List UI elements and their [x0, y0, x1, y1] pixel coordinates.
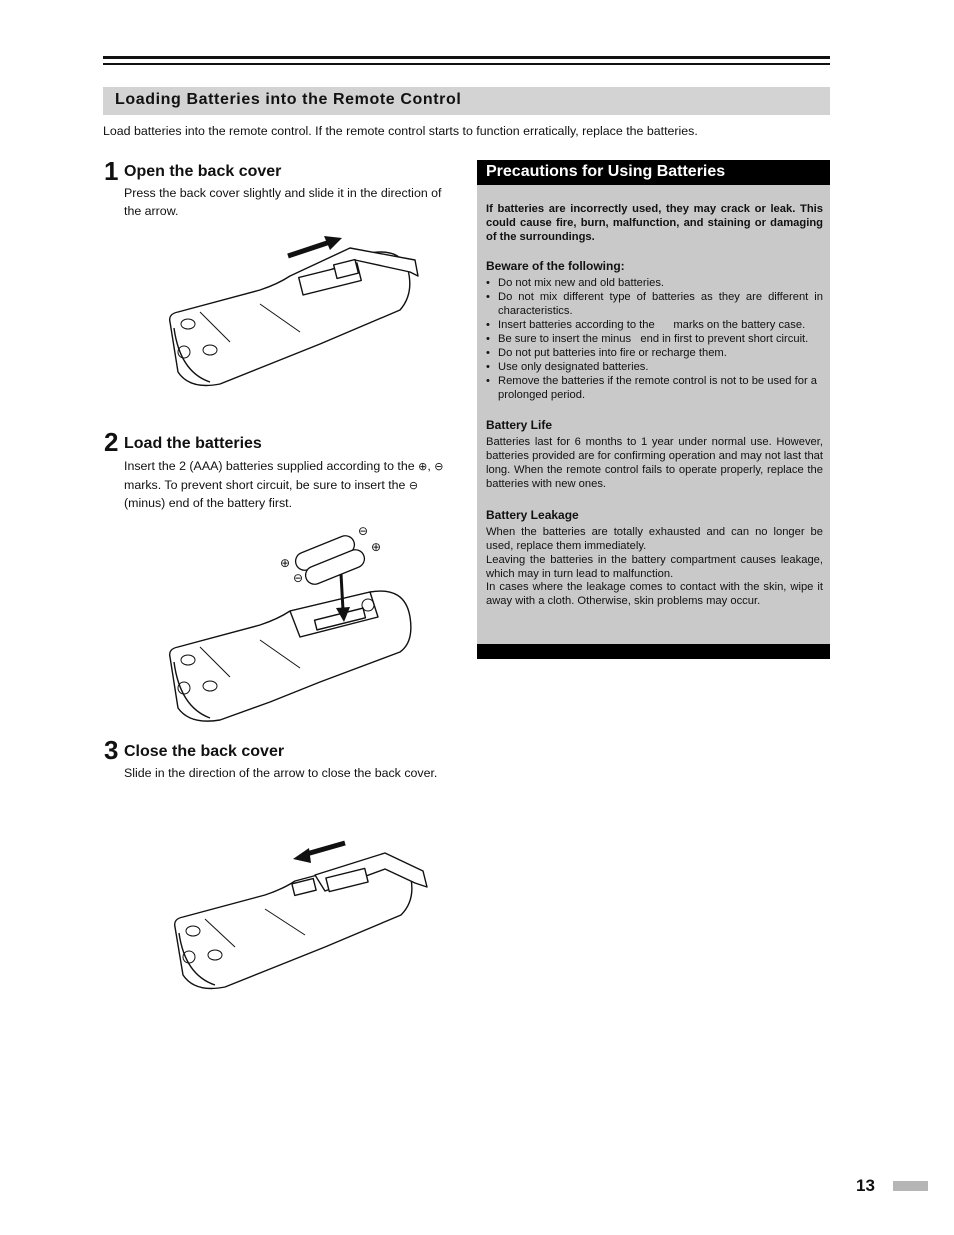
polarity-minus-icon: ⊖: [434, 461, 444, 473]
battery-life-heading: Battery Life: [486, 418, 553, 432]
step-3-title: Close the back cover: [124, 743, 285, 760]
step-2-title: Load the batteries: [124, 435, 262, 452]
list-item: • Use only designated batteries.: [486, 360, 823, 374]
battery-leakage-text-2: Leaving the batteries in the battery compartment causes leakage, which may in turn lead to malfunction.: [486, 554, 823, 580]
precautions-footer: [477, 644, 830, 659]
step-2-number: 2: [104, 427, 119, 457]
arrow-icon: [288, 236, 342, 256]
step-2-body: Insert the 2 (AAA) batteries supplied according to the ⊕, ⊖ marks. To prevent short circuit, be sure to insert the ⊖ (minus) end of the battery first.: [124, 459, 444, 510]
polarity-plus-icon: ⊕: [418, 461, 428, 473]
step-1-number: 1: [104, 156, 119, 186]
battery-leakage-heading: Battery Leakage: [486, 508, 579, 522]
arrow-icon: [293, 843, 345, 863]
precautions-header: [477, 160, 830, 185]
battery-life-text: Batteries last for 6 months to 1 year under normal use. However, batteries provided are for confirming operation and may not last that long. When the remote control fails to operate properly, replace the batteries with new ones.: [486, 436, 823, 490]
section-header: [103, 87, 830, 115]
step-3-body: Slide in the direction of the arrow to close the back cover.: [124, 766, 438, 780]
step-1-body: Press the back cover slightly and slide it in the direction of the arrow.: [124, 186, 442, 218]
header-rule-thick: [103, 56, 830, 59]
section-title: Loading Batteries into the Remote Control: [115, 91, 462, 108]
header-rule-thin: [103, 63, 830, 65]
list-item: • Do not mix different type of batteries as they are different in characteristics.: [486, 290, 823, 318]
page-tab-marker: [893, 1181, 928, 1191]
remote-load-batteries-illustration: [160, 522, 430, 727]
step-2-body-part2: marks. To prevent short circuit, be sure to insert the: [124, 477, 406, 492]
list-item: • Be sure to insert the minus end in first to prevent short circuit.: [486, 332, 823, 346]
remote-close-cover-illustration: [165, 835, 435, 995]
precautions-panel: [477, 160, 830, 659]
intro-text: Load batteries into the remote control. If the remote control starts to function erratically, replace the batteries.: [103, 124, 698, 138]
minus-mark-icon: ⊖: [408, 479, 419, 492]
precautions-title: Precautions for Using Batteries: [486, 163, 726, 180]
battery-leakage-text-3: In cases where the leakage comes to contact with the skin, wipe it away with a cloth. Otherwise, skin problems may occur.: [486, 581, 823, 607]
list-item: • Do not put batteries into fire or recharge them.: [486, 346, 823, 360]
step-2-body-part1: Insert the 2 (AAA) batteries supplied according to the: [124, 459, 415, 473]
beware-heading: Beware of the following:: [486, 259, 625, 273]
step-2-body-part3: (minus) end of the battery first.: [124, 496, 293, 510]
minus-mark-icon: ⊖: [293, 571, 304, 585]
plus-mark-icon: ⊕: [371, 540, 382, 554]
remote-open-cover-illustration: [160, 232, 430, 392]
list-item: • Insert batteries according to the marks on the battery case.: [486, 318, 823, 332]
battery-leakage-text-1: When the batteries are totally exhausted and can no longer be used, replace them immediately.: [486, 526, 823, 552]
beware-list: [486, 276, 823, 402]
list-item: • Remove the batteries if the remote control is not to be used for a prolonged period.: [486, 374, 823, 402]
minus-mark-icon: ⊖: [358, 524, 369, 538]
page-number: 13: [856, 1176, 875, 1195]
precautions-warning: If batteries are incorrectly used, they may crack or leak. This could cause fire, burn, malfunction, and staining or damaging of the surroundings.: [486, 203, 823, 243]
list-item: • Do not mix new and old batteries.: [486, 276, 823, 290]
plus-mark-icon: ⊕: [280, 556, 291, 570]
step-1-title: Open the back cover: [124, 163, 282, 180]
step-3-number: 3: [104, 735, 119, 765]
